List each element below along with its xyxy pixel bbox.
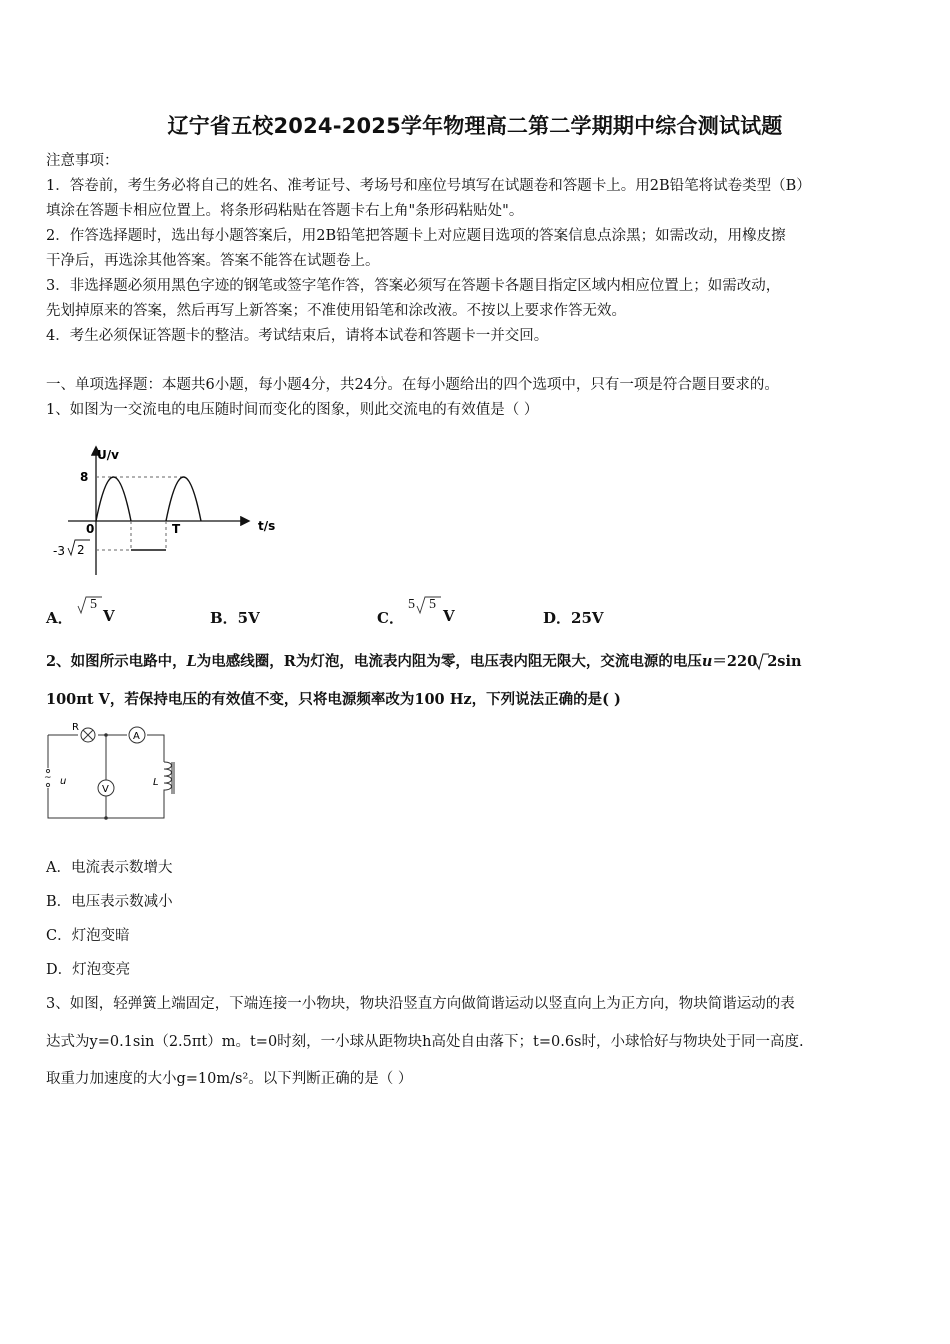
q1-option-b[interactable]: B．5V xyxy=(210,609,260,627)
q1-option-c-radicand: 5 xyxy=(429,597,436,612)
section-heading: 一、单项选择题：本题共6小题，每小题4分，共24分。在每小题给出的四个选项中，只有一项是符合题目要求的。 xyxy=(46,377,779,393)
source-symbol: ~ xyxy=(44,773,52,783)
q1-option-c-coefficient: 5 xyxy=(408,597,415,612)
notice-heading: 注意事项： xyxy=(46,153,119,169)
notice-line: 4．考生必须保证答题卡的整洁。考试结束后，请将本试卷和答题卡一并交回。 xyxy=(46,328,549,344)
question-2-stem-line-2: 100πt V，若保持电压的有效值不变，只将电源频率改为100 Hz，下列说法正确的是( ) xyxy=(46,691,621,708)
page-title: 辽宁省五校2024-2025学年物理高二第二学期期中综合测试试题 xyxy=(167,114,783,138)
notice-line: 干净后，再选涂其他答案。答案不能答在试题卷上。 xyxy=(46,253,380,269)
x-axis-label: t/s xyxy=(258,519,276,533)
notice-line: 3．非选择题必须用黑色字迹的钢笔或签字笔作答，答案必须写在答题卡各题目指定区域内相应位置上；如需改动， xyxy=(46,278,781,294)
q2-option-a[interactable]: A．电流表示数增大 xyxy=(46,860,173,876)
voltmeter-label: V xyxy=(102,784,109,795)
positive-half-wave-1 xyxy=(96,477,131,521)
period-label: T xyxy=(172,522,181,536)
y-min-radicand: 2 xyxy=(77,543,85,557)
notice-line: 先划掉原来的答案，然后再写上新答案；不准使用铅笔和涂改液。不按以上要求作答无效。 xyxy=(46,303,626,319)
q1-option-a-radicand: 5 xyxy=(90,597,97,612)
origin-label: 0 xyxy=(86,522,95,536)
y-max-label: 8 xyxy=(80,470,89,484)
source-label: u xyxy=(60,776,67,787)
question-3-stem-line-2: 达式为y=0.1sin（2.5πt）m。t=0时刻，一小球从距物块h高处自由落下；t=0.6s时，小球恰好与物块处于同一高度. xyxy=(46,1034,804,1050)
question-2-stem-line-1: 2、如图所示电路中，L为电感线圈，R为灯泡，电流表内阻为零，电压表内阻无限大，交流电源的电压u＝220 2sin xyxy=(46,653,802,670)
q2-option-c[interactable]: C．灯泡变暗 xyxy=(46,928,130,944)
q2-option-b[interactable]: B．电压表示数减小 xyxy=(46,894,173,910)
q1-option-a-unit: V xyxy=(103,607,115,625)
question-1-stem: 1、如图为一交流电的电压随时间而变化的图象，则此交流电的有效值是（ ） xyxy=(46,402,539,418)
inductor-label: L xyxy=(153,777,159,788)
source-terminal-bottom xyxy=(46,783,49,786)
question-3-stem-line-1: 3、如图，轻弹簧上端固定，下端连接一小物块，物块沿竖直方向做简谐运动以竖直向上为正方向，物块简谐运动的表 xyxy=(46,996,795,1012)
q1-option-c[interactable]: C． xyxy=(377,609,404,627)
notice-line: 1．答卷前，考生务必将自己的姓名、准考证号、考场号和座位号填写在试题卷和答题卡上。用2B铅笔将试卷类型（B） xyxy=(46,178,811,194)
notice-line: 2．作答选择题时，选出每小题答案后，用2B铅笔把答题卡上对应题目选项的答案信息点涂黑；如需改动，用橡皮擦 xyxy=(46,228,786,244)
circuit-diagram xyxy=(40,718,185,824)
question-3-stem-line-3: 取重力加速度的大小g=10m/s²。以下判断正确的是（ ） xyxy=(46,1071,413,1087)
voltage-time-graph xyxy=(50,440,290,585)
y-min-label: -3 xyxy=(53,544,65,558)
notice-line: 填涂在答题卡相应位置上。将条形码粘贴在答题卡右上角"条形码粘贴处"。 xyxy=(46,203,524,219)
q1-option-c-unit: V xyxy=(443,607,455,625)
lamp-label: R xyxy=(72,722,79,733)
positive-half-wave-2 xyxy=(166,477,201,521)
ammeter-label: A xyxy=(133,731,140,742)
q2-option-d[interactable]: D．灯泡变亮 xyxy=(46,962,131,978)
q1-option-d[interactable]: D．25V xyxy=(543,609,604,627)
inductor-coil xyxy=(164,762,172,794)
y-axis-label: U/v xyxy=(97,448,119,462)
q1-option-a[interactable]: A． xyxy=(46,609,73,627)
